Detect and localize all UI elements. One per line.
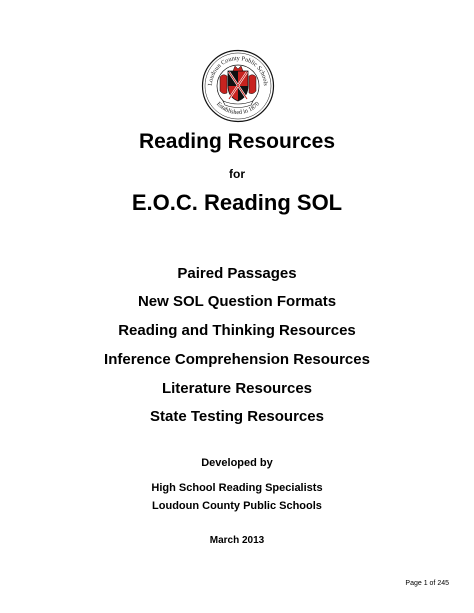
- seal-top-text: Loudoun County Public Schools: [206, 54, 270, 87]
- topic-item: Paired Passages: [177, 265, 297, 282]
- school-seal-logo: [201, 49, 275, 123]
- for-label: for: [229, 167, 245, 181]
- document-subtitle: E.O.C. Reading SOL: [131, 190, 343, 215]
- topic-item: State Testing Resources: [150, 408, 324, 425]
- topic-item: Literature Resources: [161, 380, 313, 397]
- topic-item: New SOL Question Formats: [137, 293, 337, 310]
- document-title: Reading Resources: [138, 130, 336, 153]
- topic-item: Reading and Thinking Resources: [118, 322, 356, 339]
- seal-bottom-text: Established in 1870: [215, 100, 261, 117]
- developed-by-label: Developed by: [201, 457, 273, 469]
- topic-item: Inference Comprehension Resources: [104, 351, 370, 368]
- publication-date: March 2013: [209, 535, 265, 546]
- developer-line-2: Loudoun County Public Schools: [152, 500, 322, 512]
- developer-line-1: High School Reading Specialists: [151, 482, 323, 494]
- page-number: Page 1 of 245: [405, 580, 449, 587]
